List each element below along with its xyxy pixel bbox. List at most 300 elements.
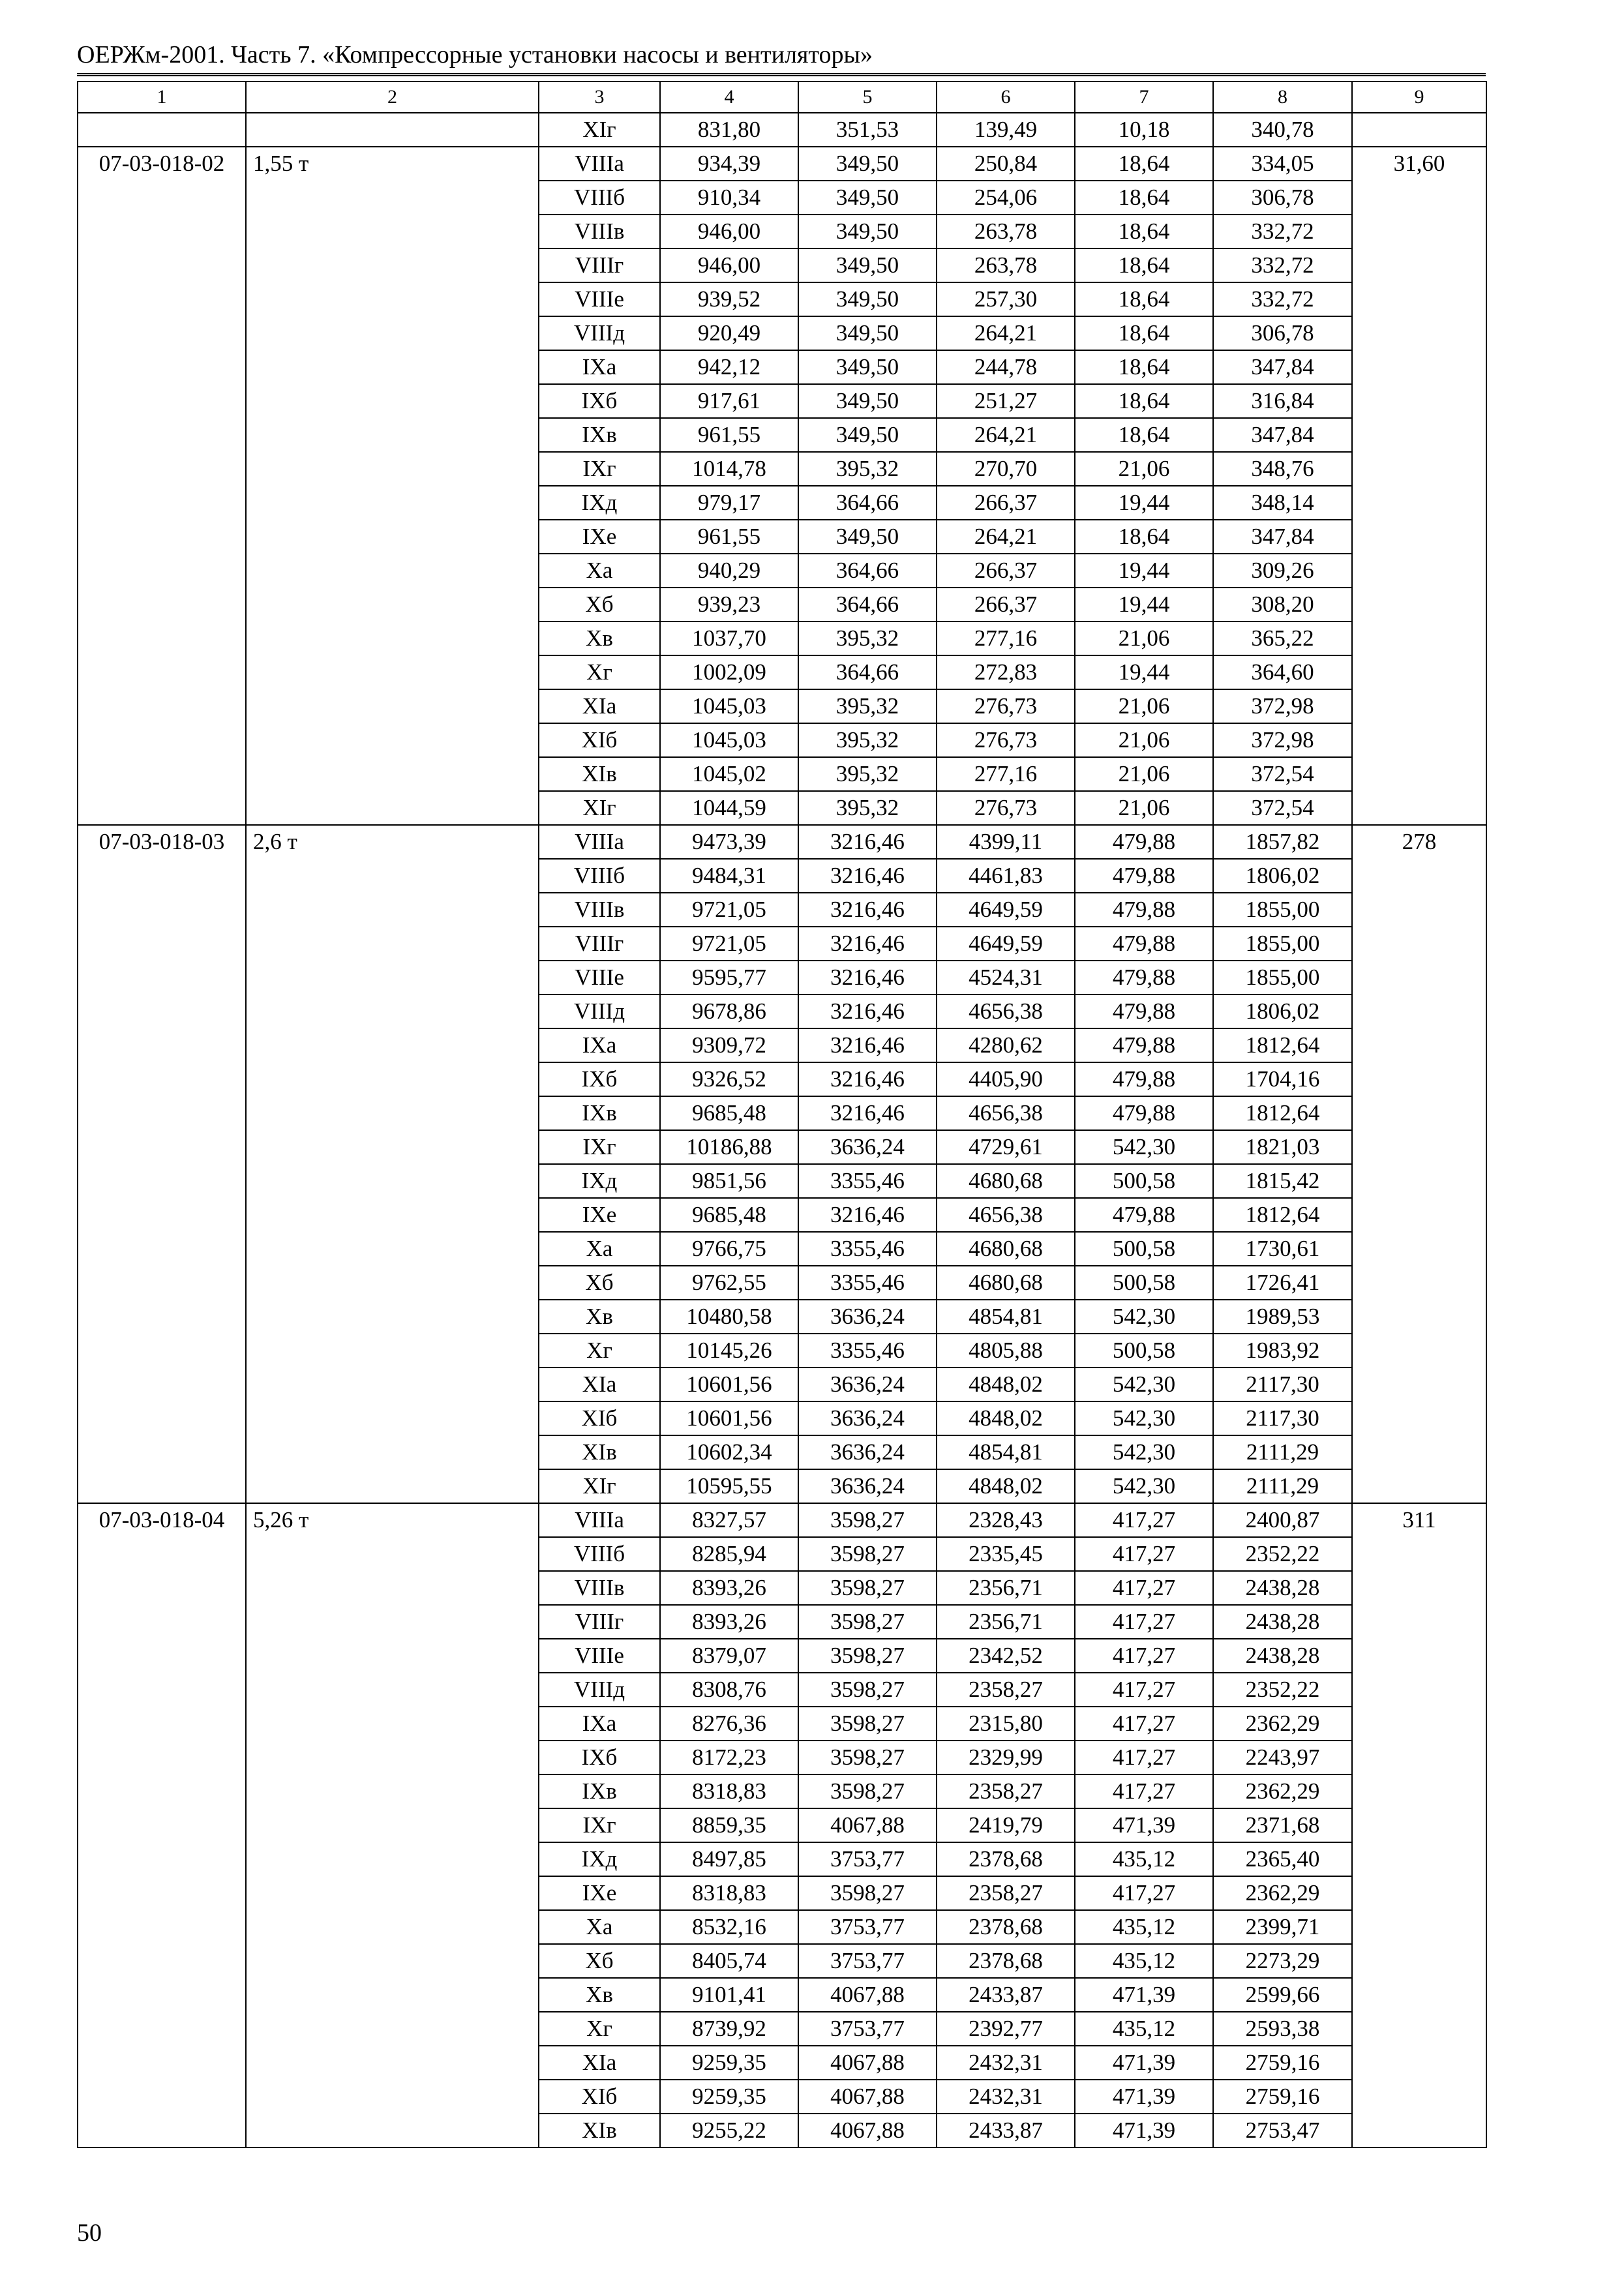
value-cell: 2362,29 xyxy=(1213,1774,1352,1808)
value-cell: 19,44 xyxy=(1075,554,1213,588)
region-cell: Xг xyxy=(539,1334,660,1368)
value-cell: 10601,56 xyxy=(660,1368,798,1401)
value-cell: 479,88 xyxy=(1075,1096,1213,1130)
value-cell: 3636,24 xyxy=(798,1368,937,1401)
value-cell: 3598,27 xyxy=(798,1537,937,1571)
table-row xyxy=(78,825,1486,859)
value-cell: 19,44 xyxy=(1075,588,1213,621)
value-cell: 2753,47 xyxy=(1213,2114,1352,2147)
value-cell: 18,64 xyxy=(1075,181,1213,215)
region-cell: VIIIе xyxy=(539,1639,660,1673)
value-cell: 332,72 xyxy=(1213,282,1352,316)
value-cell: 4399,11 xyxy=(937,825,1075,859)
region-cell: IXв xyxy=(539,418,660,452)
region-cell: Xб xyxy=(539,1266,660,1300)
value-cell: 347,84 xyxy=(1213,520,1352,554)
value-cell: 364,66 xyxy=(798,554,937,588)
value-cell: 395,32 xyxy=(798,757,937,791)
document-title: ОЕРЖм-2001. Часть 7. «Компрессорные установки насосы и вентиляторы» xyxy=(77,41,873,68)
value-cell: 4805,88 xyxy=(937,1334,1075,1368)
value-cell: 334,05 xyxy=(1213,147,1352,181)
value-cell: 257,30 xyxy=(937,282,1075,316)
value-cell: 9721,05 xyxy=(660,893,798,927)
region-cell: IXе xyxy=(539,1198,660,1232)
value-cell: 910,34 xyxy=(660,181,798,215)
value-cell: 264,21 xyxy=(937,520,1075,554)
value-cell: 364,66 xyxy=(798,486,937,520)
table-cell: 139,49 xyxy=(937,113,1075,147)
value-cell: 1855,00 xyxy=(1213,927,1352,961)
value-cell: 2438,28 xyxy=(1213,1639,1352,1673)
value-cell: 395,32 xyxy=(798,689,937,723)
value-cell: 1045,03 xyxy=(660,723,798,757)
value-cell: 347,84 xyxy=(1213,350,1352,384)
column-number-row xyxy=(78,82,1486,113)
value-cell: 4649,59 xyxy=(937,927,1075,961)
value-cell: 3636,24 xyxy=(798,1401,937,1435)
value-cell: 2759,16 xyxy=(1213,2046,1352,2080)
region-cell: VIIIв xyxy=(539,215,660,248)
value-cell: 10480,58 xyxy=(660,1300,798,1334)
value-cell: 2362,29 xyxy=(1213,1876,1352,1910)
value-cell: 21,06 xyxy=(1075,757,1213,791)
value-cell: 2358,27 xyxy=(937,1673,1075,1707)
value-cell: 332,72 xyxy=(1213,248,1352,282)
value-cell: 348,76 xyxy=(1213,452,1352,486)
value-cell: 306,78 xyxy=(1213,316,1352,350)
value-cell: 1044,59 xyxy=(660,791,798,825)
value-cell: 2438,28 xyxy=(1213,1571,1352,1605)
value-cell: 10595,55 xyxy=(660,1469,798,1503)
value-cell: 9762,55 xyxy=(660,1266,798,1300)
value-cell: 2342,52 xyxy=(937,1639,1075,1673)
value-cell: 3216,46 xyxy=(798,995,937,1028)
region-cell: XIб xyxy=(539,723,660,757)
value-cell: 10601,56 xyxy=(660,1401,798,1435)
value-cell: 4524,31 xyxy=(937,961,1075,995)
value-cell: 417,27 xyxy=(1075,1537,1213,1571)
value-cell: 542,30 xyxy=(1075,1401,1213,1435)
value-cell: 500,58 xyxy=(1075,1164,1213,1198)
value-cell: 8393,26 xyxy=(660,1571,798,1605)
value-cell: 2400,87 xyxy=(1213,1503,1352,1537)
value-cell: 479,88 xyxy=(1075,961,1213,995)
value-cell: 9721,05 xyxy=(660,927,798,961)
region-cell: IXа xyxy=(539,350,660,384)
value-cell: 276,73 xyxy=(937,723,1075,757)
value-cell: 349,50 xyxy=(798,248,937,282)
value-cell: 18,64 xyxy=(1075,215,1213,248)
value-cell: 939,23 xyxy=(660,588,798,621)
value-cell: 276,73 xyxy=(937,689,1075,723)
value-cell: 395,32 xyxy=(798,791,937,825)
value-cell: 8276,36 xyxy=(660,1707,798,1741)
value-cell: 479,88 xyxy=(1075,1062,1213,1096)
value-cell: 479,88 xyxy=(1075,995,1213,1028)
value-cell: 3216,46 xyxy=(798,1028,937,1062)
value-cell: 417,27 xyxy=(1075,1639,1213,1673)
value-cell: 349,50 xyxy=(798,350,937,384)
region-cell: VIIIб xyxy=(539,181,660,215)
value-cell: 8497,85 xyxy=(660,1842,798,1876)
value-cell: 9259,35 xyxy=(660,2080,798,2114)
value-cell: 277,16 xyxy=(937,621,1075,655)
value-cell: 4461,83 xyxy=(937,859,1075,893)
table-cell: 831,80 xyxy=(660,113,798,147)
value-cell: 3598,27 xyxy=(798,1673,937,1707)
region-cell: VIIIд xyxy=(539,1673,660,1707)
value-cell: 4848,02 xyxy=(937,1469,1075,1503)
value-cell: 349,50 xyxy=(798,181,937,215)
value-cell: 946,00 xyxy=(660,215,798,248)
page-number: 50 xyxy=(77,2219,102,2247)
value-cell: 2315,80 xyxy=(937,1707,1075,1741)
value-cell: 1806,02 xyxy=(1213,995,1352,1028)
value-cell: 264,21 xyxy=(937,316,1075,350)
value-cell: 3753,77 xyxy=(798,2012,937,2046)
value-cell: 308,20 xyxy=(1213,588,1352,621)
value-cell: 364,60 xyxy=(1213,655,1352,689)
value-cell: 2243,97 xyxy=(1213,1741,1352,1774)
region-cell: Xа xyxy=(539,554,660,588)
value-cell: 4680,68 xyxy=(937,1164,1075,1198)
region-cell: Xа xyxy=(539,1232,660,1266)
value-cell: 3598,27 xyxy=(798,1741,937,1774)
value-cell: 4848,02 xyxy=(937,1401,1075,1435)
value-cell: 272,83 xyxy=(937,655,1075,689)
value-cell: 2392,77 xyxy=(937,2012,1075,2046)
table-cell: 10,18 xyxy=(1075,113,1213,147)
value-cell: 8172,23 xyxy=(660,1741,798,1774)
region-cell: IXг xyxy=(539,1130,660,1164)
value-cell: 3636,24 xyxy=(798,1469,937,1503)
region-cell: IXд xyxy=(539,486,660,520)
value-cell: 9766,75 xyxy=(660,1232,798,1266)
column-number-cell: 5 xyxy=(798,82,937,113)
region-cell: VIIIв xyxy=(539,1571,660,1605)
region-cell: VIIIе xyxy=(539,961,660,995)
value-cell: 4280,62 xyxy=(937,1028,1075,1062)
value-cell: 316,84 xyxy=(1213,384,1352,418)
value-cell: 4656,38 xyxy=(937,995,1075,1028)
value-cell: 18,64 xyxy=(1075,350,1213,384)
region-cell: VIIIд xyxy=(539,995,660,1028)
value-cell: 417,27 xyxy=(1075,1876,1213,1910)
value-cell: 349,50 xyxy=(798,282,937,316)
value-cell: 4067,88 xyxy=(798,1808,937,1842)
value-cell: 3355,46 xyxy=(798,1334,937,1368)
value-cell: 372,54 xyxy=(1213,757,1352,791)
value-cell: 9259,35 xyxy=(660,2046,798,2080)
value-cell: 3355,46 xyxy=(798,1266,937,1300)
value-cell: 251,27 xyxy=(937,384,1075,418)
region-cell: Xа xyxy=(539,1910,660,1944)
region-cell: Xв xyxy=(539,621,660,655)
value-cell: 3753,77 xyxy=(798,1842,937,1876)
value-cell: 1014,78 xyxy=(660,452,798,486)
value-cell: 3216,46 xyxy=(798,927,937,961)
value-cell: 1815,42 xyxy=(1213,1164,1352,1198)
value-cell: 263,78 xyxy=(937,215,1075,248)
region-cell: IXб xyxy=(539,384,660,418)
value-cell: 2599,66 xyxy=(1213,1978,1352,2012)
column-number-cell: 4 xyxy=(660,82,798,113)
value-cell: 364,66 xyxy=(798,588,937,621)
value-cell: 10186,88 xyxy=(660,1130,798,1164)
region-cell: Xв xyxy=(539,1300,660,1334)
table-cell: 351,53 xyxy=(798,113,937,147)
value-cell: 349,50 xyxy=(798,384,937,418)
value-cell: 479,88 xyxy=(1075,859,1213,893)
value-cell: 372,98 xyxy=(1213,723,1352,757)
value-cell: 18,64 xyxy=(1075,282,1213,316)
region-cell: Xг xyxy=(539,2012,660,2046)
value-cell: 2117,30 xyxy=(1213,1401,1352,1435)
value-cell: 500,58 xyxy=(1075,1232,1213,1266)
value-cell: 2111,29 xyxy=(1213,1435,1352,1469)
region-cell: IXа xyxy=(539,1707,660,1741)
value-cell: 1037,70 xyxy=(660,621,798,655)
value-cell: 4729,61 xyxy=(937,1130,1075,1164)
value-cell: 1989,53 xyxy=(1213,1300,1352,1334)
value-cell: 934,39 xyxy=(660,147,798,181)
column-number-cell: 3 xyxy=(539,82,660,113)
value-cell: 1812,64 xyxy=(1213,1096,1352,1130)
column-9-cell: 311 xyxy=(1352,1503,1486,2147)
value-cell: 500,58 xyxy=(1075,1334,1213,1368)
value-cell: 479,88 xyxy=(1075,825,1213,859)
value-cell: 1812,64 xyxy=(1213,1028,1352,1062)
region-cell: VIIIе xyxy=(539,282,660,316)
value-cell: 417,27 xyxy=(1075,1571,1213,1605)
region-cell: VIIIд xyxy=(539,316,660,350)
equipment-mass-cell: 1,55 т xyxy=(246,147,539,825)
value-cell: 3216,46 xyxy=(798,1198,937,1232)
value-cell: 306,78 xyxy=(1213,181,1352,215)
continuation-row xyxy=(78,113,1486,147)
value-cell: 435,12 xyxy=(1075,1944,1213,1978)
value-cell: 18,64 xyxy=(1075,316,1213,350)
region-cell: XIб xyxy=(539,1401,660,1435)
value-cell: 10602,34 xyxy=(660,1435,798,1469)
value-cell: 332,72 xyxy=(1213,215,1352,248)
value-cell: 348,14 xyxy=(1213,486,1352,520)
region-cell: IXб xyxy=(539,1741,660,1774)
value-cell: 3216,46 xyxy=(798,961,937,995)
value-cell: 1821,03 xyxy=(1213,1130,1352,1164)
value-cell: 435,12 xyxy=(1075,1842,1213,1876)
value-cell: 435,12 xyxy=(1075,1910,1213,1944)
value-cell: 471,39 xyxy=(1075,2114,1213,2147)
value-cell: 1002,09 xyxy=(660,655,798,689)
value-cell: 2352,22 xyxy=(1213,1673,1352,1707)
value-cell: 372,54 xyxy=(1213,791,1352,825)
value-cell: 2432,31 xyxy=(937,2046,1075,2080)
value-cell: 270,70 xyxy=(937,452,1075,486)
value-cell: 3753,77 xyxy=(798,1910,937,1944)
column-number-cell: 2 xyxy=(246,82,539,113)
region-cell: IXг xyxy=(539,452,660,486)
value-cell: 479,88 xyxy=(1075,893,1213,927)
value-cell: 471,39 xyxy=(1075,2080,1213,2114)
value-cell: 542,30 xyxy=(1075,1435,1213,1469)
value-cell: 21,06 xyxy=(1075,452,1213,486)
value-cell: 417,27 xyxy=(1075,1605,1213,1639)
value-cell: 2399,71 xyxy=(1213,1910,1352,1944)
value-cell: 244,78 xyxy=(937,350,1075,384)
value-cell: 1812,64 xyxy=(1213,1198,1352,1232)
value-cell: 417,27 xyxy=(1075,1503,1213,1537)
value-cell: 1045,03 xyxy=(660,689,798,723)
value-cell: 347,84 xyxy=(1213,418,1352,452)
region-cell: IXв xyxy=(539,1096,660,1130)
value-cell: 3598,27 xyxy=(798,1571,937,1605)
value-cell: 940,29 xyxy=(660,554,798,588)
value-cell: 266,37 xyxy=(937,588,1075,621)
value-cell: 277,16 xyxy=(937,757,1075,791)
value-cell: 2111,29 xyxy=(1213,1469,1352,1503)
value-cell: 349,50 xyxy=(798,520,937,554)
value-cell: 2378,68 xyxy=(937,1842,1075,1876)
value-cell: 2432,31 xyxy=(937,2080,1075,2114)
value-cell: 4656,38 xyxy=(937,1096,1075,1130)
value-cell: 2433,87 xyxy=(937,2114,1075,2147)
value-cell: 2365,40 xyxy=(1213,1842,1352,1876)
table-cell xyxy=(1352,113,1486,147)
region-cell: IXе xyxy=(539,1876,660,1910)
region-cell: XIв xyxy=(539,757,660,791)
value-cell: 349,50 xyxy=(798,418,937,452)
value-cell: 435,12 xyxy=(1075,2012,1213,2046)
value-cell: 4067,88 xyxy=(798,2046,937,2080)
value-cell: 309,26 xyxy=(1213,554,1352,588)
column-number-cell: 9 xyxy=(1352,82,1486,113)
value-cell: 417,27 xyxy=(1075,1707,1213,1741)
value-cell: 263,78 xyxy=(937,248,1075,282)
value-cell: 21,06 xyxy=(1075,791,1213,825)
value-cell: 917,61 xyxy=(660,384,798,418)
value-cell: 1704,16 xyxy=(1213,1062,1352,1096)
value-cell: 417,27 xyxy=(1075,1741,1213,1774)
value-cell: 2335,45 xyxy=(937,1537,1075,1571)
value-cell: 264,21 xyxy=(937,418,1075,452)
value-cell: 8308,76 xyxy=(660,1673,798,1707)
value-cell: 266,37 xyxy=(937,486,1075,520)
value-cell: 942,12 xyxy=(660,350,798,384)
value-cell: 3636,24 xyxy=(798,1130,937,1164)
value-cell: 3636,24 xyxy=(798,1435,937,1469)
value-cell: 9101,41 xyxy=(660,1978,798,2012)
rate-code-cell: 07-03-018-02 xyxy=(78,147,246,825)
value-cell: 4067,88 xyxy=(798,2080,937,2114)
region-cell: XIв xyxy=(539,2114,660,2147)
value-cell: 2356,71 xyxy=(937,1571,1075,1605)
value-cell: 21,06 xyxy=(1075,723,1213,757)
value-cell: 365,22 xyxy=(1213,621,1352,655)
value-cell: 2593,38 xyxy=(1213,2012,1352,2046)
value-cell: 2419,79 xyxy=(937,1808,1075,1842)
rates-table-body xyxy=(78,82,1486,2147)
value-cell: 1730,61 xyxy=(1213,1232,1352,1266)
value-cell: 4680,68 xyxy=(937,1232,1075,1266)
region-cell: VIIIб xyxy=(539,1537,660,1571)
value-cell: 3598,27 xyxy=(798,1774,937,1808)
value-cell: 8532,16 xyxy=(660,1910,798,1944)
value-cell: 250,84 xyxy=(937,147,1075,181)
column-number-cell: 6 xyxy=(937,82,1075,113)
region-cell: Xв xyxy=(539,1978,660,2012)
value-cell: 9685,48 xyxy=(660,1198,798,1232)
value-cell: 8739,92 xyxy=(660,2012,798,2046)
region-cell: IXа xyxy=(539,1028,660,1062)
value-cell: 18,64 xyxy=(1075,520,1213,554)
value-cell: 4656,38 xyxy=(937,1198,1075,1232)
value-cell: 961,55 xyxy=(660,418,798,452)
value-cell: 9326,52 xyxy=(660,1062,798,1096)
value-cell: 9685,48 xyxy=(660,1096,798,1130)
value-cell: 500,58 xyxy=(1075,1266,1213,1300)
value-cell: 8285,94 xyxy=(660,1537,798,1571)
column-number-cell: 1 xyxy=(78,82,246,113)
region-cell: IXе xyxy=(539,520,660,554)
value-cell: 4854,81 xyxy=(937,1300,1075,1334)
value-cell: 2273,29 xyxy=(1213,1944,1352,1978)
value-cell: 19,44 xyxy=(1075,486,1213,520)
value-cell: 2378,68 xyxy=(937,1944,1075,1978)
value-cell: 395,32 xyxy=(798,621,937,655)
rate-code-cell: 07-03-018-04 xyxy=(78,1503,246,2147)
region-cell: IXв xyxy=(539,1774,660,1808)
value-cell: 4854,81 xyxy=(937,1435,1075,1469)
value-cell: 3598,27 xyxy=(798,1707,937,1741)
value-cell: 3216,46 xyxy=(798,893,937,927)
value-cell: 18,64 xyxy=(1075,384,1213,418)
region-cell: XIг xyxy=(539,791,660,825)
value-cell: 18,64 xyxy=(1075,418,1213,452)
value-cell: 3355,46 xyxy=(798,1232,937,1266)
region-cell: Xг xyxy=(539,655,660,689)
value-cell: 364,66 xyxy=(798,655,937,689)
value-cell: 4848,02 xyxy=(937,1368,1075,1401)
region-cell: VIIIг xyxy=(539,248,660,282)
value-cell: 18,64 xyxy=(1075,248,1213,282)
value-cell: 3216,46 xyxy=(798,1096,937,1130)
value-cell: 349,50 xyxy=(798,215,937,248)
value-cell: 1726,41 xyxy=(1213,1266,1352,1300)
value-cell: 3598,27 xyxy=(798,1605,937,1639)
value-cell: 2433,87 xyxy=(937,1978,1075,2012)
column-number-cell: 8 xyxy=(1213,82,1352,113)
value-cell: 920,49 xyxy=(660,316,798,350)
value-cell: 2438,28 xyxy=(1213,1605,1352,1639)
value-cell: 471,39 xyxy=(1075,1978,1213,2012)
value-cell: 395,32 xyxy=(798,723,937,757)
value-cell: 479,88 xyxy=(1075,1198,1213,1232)
value-cell: 1806,02 xyxy=(1213,859,1352,893)
region-cell: XIб xyxy=(539,2080,660,2114)
table-cell: XIг xyxy=(539,113,660,147)
value-cell: 4680,68 xyxy=(937,1266,1075,1300)
value-cell: 3216,46 xyxy=(798,1062,937,1096)
value-cell: 3753,77 xyxy=(798,1944,937,1978)
value-cell: 3598,27 xyxy=(798,1876,937,1910)
table-cell: 340,78 xyxy=(1213,113,1352,147)
value-cell: 2759,16 xyxy=(1213,2080,1352,2114)
table-cell xyxy=(78,113,246,147)
region-cell: IXг xyxy=(539,1808,660,1842)
value-cell: 9255,22 xyxy=(660,2114,798,2147)
value-cell: 2328,43 xyxy=(937,1503,1075,1537)
